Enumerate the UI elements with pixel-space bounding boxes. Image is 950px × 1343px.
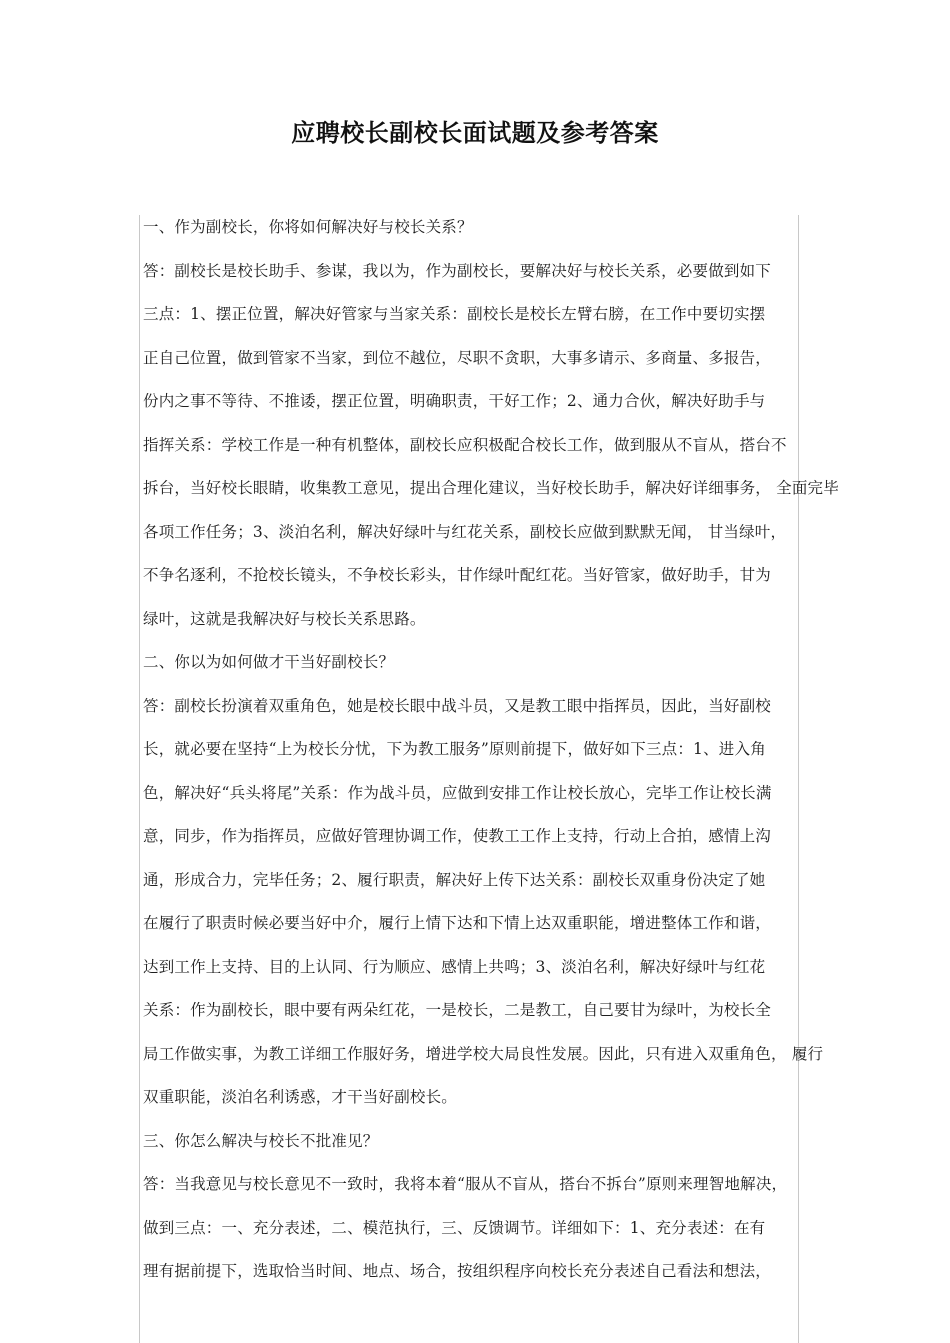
body-line: 一、作为副校长，你将如何解决好与校长关系？: [143, 218, 473, 236]
body-line: 份内之事不等待、不推诿，摆正位置，明确职责，干好工作；2、通力合伙，解决好助手与: [143, 392, 766, 410]
body-line: 理有据前提下，选取恰当时间、地点、场合，按组织程序向校长充分表述自己看法和想法，: [143, 1262, 772, 1280]
body-line: 做到三点：一、充分表述，二、模范执行，三、反馈调节。详细如下：1、充分表述：在有: [143, 1218, 766, 1237]
body-line: 在履行了职责时候必要当好中介，履行上情下达和下情上达双重职能，增进整体工作和谐，: [143, 914, 772, 932]
section-heading: 二、你以为如何做才干当好副校长？: [143, 653, 395, 671]
body-line: 答：副校长是校长助手、参谋，我以为，作为副校长，要解决好与校长关系，必要做到如下: [143, 261, 772, 280]
body-line: 双重职能，淡泊名利诱惑，才干当好副校长。: [143, 1088, 458, 1106]
body-line: 绿叶，这就是我解决好与校长关系思路。: [143, 609, 426, 628]
section-heading: 三、你怎么解决与校长不批准见？: [143, 1131, 379, 1150]
document-body: [143, 214, 843, 1302]
body-line: 意，同步，作为指挥员，应做好管理协调工作，使教工工作上支持，行动上合拍，感情上沟: [143, 827, 772, 845]
body-line: 正自己位置，做到管家不当家，到位不越位，尽职不贪职，大事多请示、多商量、多报告，: [143, 348, 772, 367]
body-line: 不争名逐利，不抢校长镜头，不争校长彩头，甘作绿叶配红花。当好管家，做好助手，甘为: [143, 566, 772, 584]
body-line: 达到工作上支持、目的上认同、行为顺应、感情上共鸣；3、淡泊名利，解决好绿叶与红花: [143, 957, 766, 976]
body-line: 拆台，当好校长眼睛，收集教工意见，提出合理化建议，当好校长助手，解决好详细事务， 全面完毕: [143, 479, 839, 497]
body-line: 局工作做实事，为教工详细工作服好务，增进学校大局良性发展。因此，只有进入双重角色， 履行: [143, 1044, 824, 1063]
body-line: 通，形成合力，完毕任务；2、履行职责，解决好上传下达关系：副校长双重身份决定了她: [143, 870, 766, 889]
document-title: 应聘校长副校长面试题及参考答案: [291, 119, 659, 147]
body-line: 答：当我意见与校长意见不一致时，我将本着“服从不盲从，搭台不拆台”原则来理智地解决，: [143, 1175, 788, 1193]
body-line: 指挥关系：学校工作是一种有机整体，副校长应积极配合校长工作，做到服从不盲从，搭台不: [143, 435, 787, 454]
left-margin-rule: [139, 215, 140, 1343]
body-line: 长，就必要在坚持“上为校长分忧，下为教工服务”原则前提下，做好如下三点：1、进入角: [143, 740, 766, 758]
body-line: 三点：1、摆正位置，解决好管家与当家关系：副校长是校长左臂右膀，在工作中要切实摆: [143, 305, 766, 323]
body-line: 答：副校长扮演着双重角色，她是校长眼中战斗员，又是教工眼中指挥员，因此，当好副校: [143, 696, 772, 715]
body-line: 各项工作任务；3、淡泊名利，解决好绿叶与红花关系，副校长应做到默默无闻， 甘当绿叶，: [143, 522, 787, 541]
body-line: 关系：作为副校长，眼中要有两朵红花，一是校长，二是教工，自己要甘为绿叶，为校长全: [143, 1001, 772, 1019]
body-line: 色，解决好“兵头将尾”关系：作为战斗员，应做到安排工作让校长放心，完毕工作让校长满: [143, 783, 772, 802]
